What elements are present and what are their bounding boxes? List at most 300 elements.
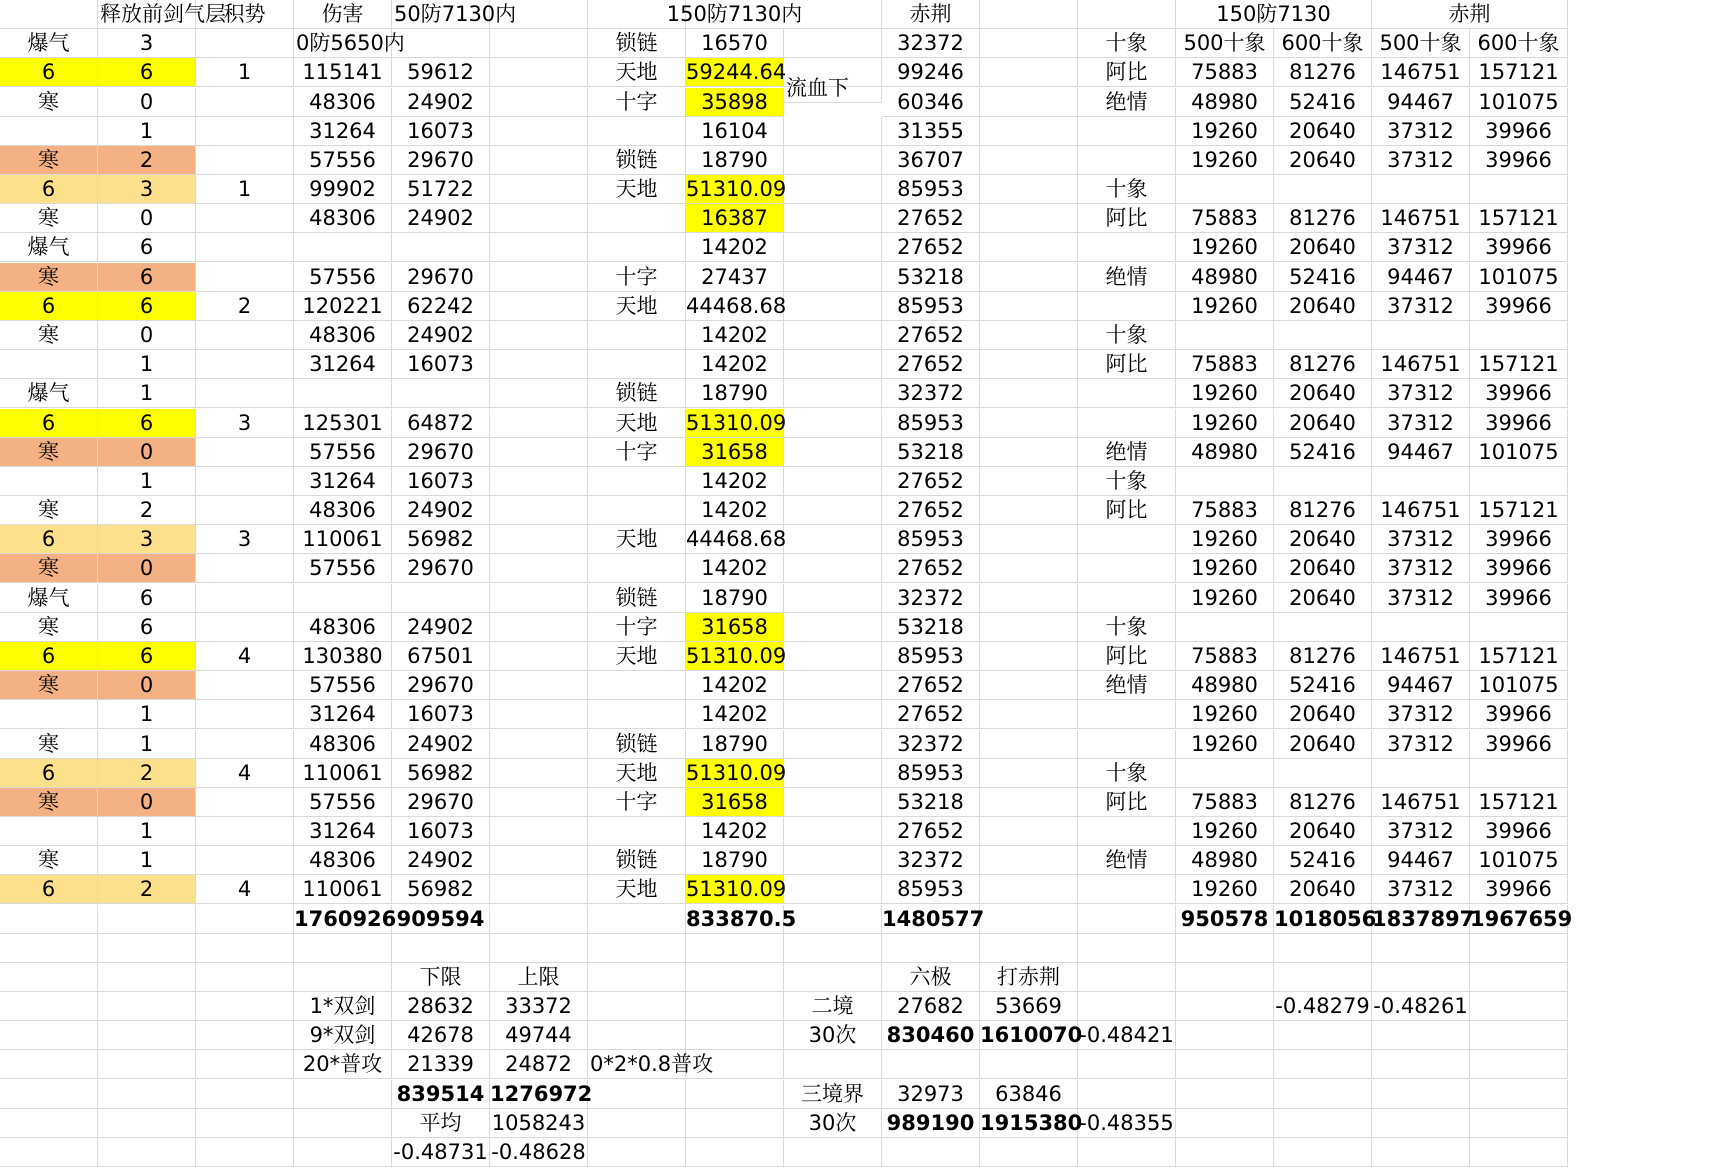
cell-r3-c12[interactable]: 阿比 — [1078, 58, 1176, 87]
cell-r4-c4[interactable]: 48306 — [294, 88, 392, 117]
cell-r22-c12[interactable]: 十象 — [1078, 613, 1176, 642]
cell-r4-c12[interactable]: 绝情 — [1078, 88, 1176, 117]
cell-r19-c5[interactable]: 56982 — [392, 525, 490, 554]
cell-r24-c10[interactable]: 27652 — [882, 671, 980, 700]
cell-r2-c16[interactable]: 600十象 — [1470, 29, 1568, 58]
cell-r21-c10[interactable]: 32372 — [882, 584, 980, 613]
cell-r10-c8[interactable]: 27437 — [686, 263, 784, 292]
cell-r21-c6[interactable] — [490, 584, 588, 613]
cell-r8-c10[interactable]: 27652 — [882, 204, 980, 233]
cell-r20-c15[interactable]: 37312 — [1372, 554, 1470, 583]
cell-r35-c8[interactable] — [686, 992, 784, 1021]
cell-r5-c9[interactable] — [784, 117, 882, 146]
cell-r7-c13[interactable] — [1176, 175, 1274, 204]
cell-r5-c5[interactable]: 16073 — [392, 117, 490, 146]
cell-r3-c4[interactable]: 115141 — [294, 58, 392, 87]
cell-r6-c15[interactable]: 37312 — [1372, 146, 1470, 175]
cell-r13-c8[interactable]: 14202 — [686, 350, 784, 379]
cell-r29-c2[interactable]: 1 — [98, 817, 196, 846]
cell-r35-c6[interactable]: 33372 — [490, 992, 588, 1021]
cell-r27-c8[interactable]: 51310.09 — [686, 759, 784, 788]
cell-r9-c11[interactable] — [980, 233, 1078, 262]
cell-r23-c3[interactable]: 4 — [196, 642, 294, 671]
cell-r14-c12[interactable] — [1078, 379, 1176, 408]
cell-r4-c1[interactable]: 寒 — [0, 88, 98, 117]
cell-r33-c12[interactable] — [1078, 934, 1176, 963]
cell-r2-c8[interactable]: 16570 — [686, 29, 784, 58]
cell-r13-c16[interactable]: 157121 — [1470, 350, 1568, 379]
cell-r25-c6[interactable] — [490, 700, 588, 729]
cell-r23-c14[interactable]: 81276 — [1274, 642, 1372, 671]
cell-r37-c2[interactable] — [98, 1050, 196, 1079]
cell-r6-c5[interactable]: 29670 — [392, 146, 490, 175]
cell-r32-c6[interactable] — [490, 905, 588, 934]
cell-r7-c4[interactable]: 99902 — [294, 175, 392, 204]
cell-r32-c16[interactable]: 1967659 — [1470, 905, 1568, 934]
cell-r4-c8[interactable]: 35898 — [686, 88, 784, 117]
cell-r4-c11[interactable] — [980, 88, 1078, 117]
cell-r27-c4[interactable]: 110061 — [294, 759, 392, 788]
cell-r35-c11[interactable]: 53669 — [980, 992, 1078, 1021]
cell-r22-c11[interactable] — [980, 613, 1078, 642]
cell-r4-c16[interactable]: 101075 — [1470, 88, 1568, 117]
cell-r26-c1[interactable]: 寒 — [0, 730, 98, 759]
cell-r12-c7[interactable] — [588, 321, 686, 350]
cell-r35-c3[interactable] — [196, 992, 294, 1021]
cell-r14-c8[interactable]: 18790 — [686, 379, 784, 408]
cell-r32-c14[interactable]: 1018056 — [1274, 905, 1372, 934]
cell-r8-c6[interactable] — [490, 204, 588, 233]
cell-r33-c3[interactable] — [196, 934, 294, 963]
cell-r39-c3[interactable] — [196, 1109, 294, 1138]
cell-r38-c1[interactable] — [0, 1080, 98, 1109]
cell-r8-c16[interactable]: 157121 — [1470, 204, 1568, 233]
cell-r23-c11[interactable] — [980, 642, 1078, 671]
cell-r8-c13[interactable]: 75883 — [1176, 204, 1274, 233]
cell-r40-c8[interactable] — [686, 1138, 784, 1167]
cell-r3-c3[interactable]: 1 — [196, 58, 294, 87]
cell-r8-c9[interactable] — [784, 204, 882, 233]
cell-r23-c4[interactable]: 130380 — [294, 642, 392, 671]
cell-r2-c5[interactable] — [392, 29, 490, 58]
cell-r25-c3[interactable] — [196, 700, 294, 729]
cell-r33-c9[interactable] — [784, 934, 882, 963]
cell-r20-c1[interactable]: 寒 — [0, 554, 98, 583]
cell-r26-c13[interactable]: 19260 — [1176, 730, 1274, 759]
cell-r32-c2[interactable] — [98, 905, 196, 934]
cell-r11-c6[interactable] — [490, 292, 588, 321]
cell-r17-c8[interactable]: 14202 — [686, 467, 784, 496]
cell-r35-c1[interactable] — [0, 992, 98, 1021]
cell-r32-c9[interactable] — [784, 905, 882, 934]
cell-r39-c12[interactable]: -0.48355 — [1078, 1109, 1176, 1138]
cell-r30-c16[interactable]: 101075 — [1470, 846, 1568, 875]
cell-r37-c3[interactable] — [196, 1050, 294, 1079]
cell-r7-c8[interactable]: 51310.09 — [686, 175, 784, 204]
cell-r1-c10[interactable]: 赤荆 — [882, 0, 980, 29]
cell-r34-c4[interactable] — [294, 963, 392, 992]
cell-r28-c4[interactable]: 57556 — [294, 788, 392, 817]
cell-r22-c2[interactable]: 6 — [98, 613, 196, 642]
cell-r1-c2[interactable]: 释放前剑气层 — [98, 0, 196, 29]
cell-r33-c2[interactable] — [98, 934, 196, 963]
cell-r21-c2[interactable]: 6 — [98, 584, 196, 613]
cell-r36-c10[interactable]: 830460 — [882, 1021, 980, 1050]
cell-r21-c15[interactable]: 37312 — [1372, 584, 1470, 613]
cell-r36-c2[interactable] — [98, 1021, 196, 1050]
cell-r13-c6[interactable] — [490, 350, 588, 379]
cell-r27-c5[interactable]: 56982 — [392, 759, 490, 788]
cell-r5-c3[interactable] — [196, 117, 294, 146]
cell-r15-c11[interactable] — [980, 409, 1078, 438]
cell-r18-c9[interactable] — [784, 496, 882, 525]
cell-r2-c10[interactable]: 32372 — [882, 29, 980, 58]
cell-r22-c4[interactable]: 48306 — [294, 613, 392, 642]
cell-r19-c16[interactable]: 39966 — [1470, 525, 1568, 554]
cell-r38-c12[interactable] — [1078, 1080, 1176, 1109]
cell-r30-c11[interactable] — [980, 846, 1078, 875]
cell-r23-c10[interactable]: 85953 — [882, 642, 980, 671]
cell-r27-c3[interactable]: 4 — [196, 759, 294, 788]
cell-r22-c1[interactable]: 寒 — [0, 613, 98, 642]
cell-r33-c6[interactable] — [490, 934, 588, 963]
cell-r13-c11[interactable] — [980, 350, 1078, 379]
cell-r28-c15[interactable]: 146751 — [1372, 788, 1470, 817]
cell-r30-c3[interactable] — [196, 846, 294, 875]
cell-r33-c1[interactable] — [0, 934, 98, 963]
cell-r38-c8[interactable] — [686, 1080, 784, 1109]
cell-r7-c15[interactable] — [1372, 175, 1470, 204]
cell-r39-c5[interactable]: 平均 — [392, 1109, 490, 1138]
cell-r21-c8[interactable]: 18790 — [686, 584, 784, 613]
cell-r24-c1[interactable]: 寒 — [0, 671, 98, 700]
cell-r20-c3[interactable] — [196, 554, 294, 583]
cell-r9-c8[interactable]: 14202 — [686, 233, 784, 262]
cell-r34-c5[interactable]: 下限 — [392, 963, 490, 992]
cell-r14-c7[interactable]: 锁链 — [588, 379, 686, 408]
cell-r34-c15[interactable] — [1372, 963, 1470, 992]
cell-r37-c9[interactable] — [784, 1050, 882, 1079]
cell-r22-c5[interactable]: 24902 — [392, 613, 490, 642]
cell-r32-c10[interactable]: 1480577 — [882, 905, 980, 934]
cell-r29-c12[interactable] — [1078, 817, 1176, 846]
cell-r6-c1[interactable]: 寒 — [0, 146, 98, 175]
cell-r17-c1[interactable] — [0, 467, 98, 496]
cell-r8-c15[interactable]: 146751 — [1372, 204, 1470, 233]
cell-r31-c3[interactable]: 4 — [196, 875, 294, 904]
cell-r39-c4[interactable] — [294, 1109, 392, 1138]
cell-r16-c3[interactable] — [196, 438, 294, 467]
cell-r5-c14[interactable]: 20640 — [1274, 117, 1372, 146]
cell-r20-c8[interactable]: 14202 — [686, 554, 784, 583]
cell-r11-c11[interactable] — [980, 292, 1078, 321]
cell-r26-c5[interactable]: 24902 — [392, 730, 490, 759]
cell-r40-c9[interactable] — [784, 1138, 882, 1167]
cell-r38-c13[interactable] — [1176, 1080, 1274, 1109]
cell-r13-c12[interactable]: 阿比 — [1078, 350, 1176, 379]
cell-r31-c5[interactable]: 56982 — [392, 875, 490, 904]
cell-r27-c1[interactable]: 6 — [0, 759, 98, 788]
cell-r14-c13[interactable]: 19260 — [1176, 379, 1274, 408]
cell-r35-c4[interactable]: 1*双剑 — [294, 992, 392, 1021]
cell-r1-c1[interactable] — [0, 0, 98, 29]
cell-r29-c9[interactable] — [784, 817, 882, 846]
cell-r38-c3[interactable] — [196, 1080, 294, 1109]
cell-r25-c13[interactable]: 19260 — [1176, 700, 1274, 729]
cell-r24-c15[interactable]: 94467 — [1372, 671, 1470, 700]
cell-r9-c13[interactable]: 19260 — [1176, 233, 1274, 262]
cell-r10-c7[interactable]: 十字 — [588, 263, 686, 292]
cell-r39-c6[interactable]: 1058243 — [490, 1109, 588, 1138]
cell-r21-c5[interactable] — [392, 584, 490, 613]
cell-r23-c2[interactable]: 6 — [98, 642, 196, 671]
cell-r17-c6[interactable] — [490, 467, 588, 496]
cell-r21-c11[interactable] — [980, 584, 1078, 613]
cell-r29-c10[interactable]: 27652 — [882, 817, 980, 846]
cell-r25-c16[interactable]: 39966 — [1470, 700, 1568, 729]
cell-r30-c14[interactable]: 52416 — [1274, 846, 1372, 875]
cell-r8-c1[interactable]: 寒 — [0, 204, 98, 233]
cell-r3-c2[interactable]: 6 — [98, 58, 196, 87]
cell-r28-c1[interactable]: 寒 — [0, 788, 98, 817]
cell-r26-c7[interactable]: 锁链 — [588, 730, 686, 759]
cell-r30-c4[interactable]: 48306 — [294, 846, 392, 875]
cell-r37-c16[interactable] — [1470, 1050, 1568, 1079]
cell-r11-c5[interactable]: 62242 — [392, 292, 490, 321]
cell-r33-c11[interactable] — [980, 934, 1078, 963]
cell-r5-c2[interactable]: 1 — [98, 117, 196, 146]
cell-r34-c8[interactable] — [686, 963, 784, 992]
cell-r11-c12[interactable] — [1078, 292, 1176, 321]
cell-r10-c12[interactable]: 绝情 — [1078, 263, 1176, 292]
cell-r26-c15[interactable]: 37312 — [1372, 730, 1470, 759]
cell-r33-c5[interactable] — [392, 934, 490, 963]
cell-r25-c8[interactable]: 14202 — [686, 700, 784, 729]
cell-r31-c15[interactable]: 37312 — [1372, 875, 1470, 904]
cell-r14-c11[interactable] — [980, 379, 1078, 408]
cell-r32-c4[interactable]: 1760926 — [294, 905, 392, 934]
cell-r6-c14[interactable]: 20640 — [1274, 146, 1372, 175]
cell-r18-c14[interactable]: 81276 — [1274, 496, 1372, 525]
cell-r16-c10[interactable]: 53218 — [882, 438, 980, 467]
cell-r14-c10[interactable]: 32372 — [882, 379, 980, 408]
cell-r17-c12[interactable]: 十象 — [1078, 467, 1176, 496]
cell-r36-c1[interactable] — [0, 1021, 98, 1050]
cell-r22-c15[interactable] — [1372, 613, 1470, 642]
cell-r38-c7[interactable] — [588, 1080, 686, 1109]
cell-r38-c15[interactable] — [1372, 1080, 1470, 1109]
cell-r2-c6[interactable] — [490, 29, 588, 58]
cell-r1-c12[interactable] — [1078, 0, 1176, 29]
cell-r16-c2[interactable]: 0 — [98, 438, 196, 467]
cell-r32-c12[interactable] — [1078, 905, 1176, 934]
cell-r15-c4[interactable]: 125301 — [294, 409, 392, 438]
cell-r30-c9[interactable] — [784, 846, 882, 875]
cell-r7-c11[interactable] — [980, 175, 1078, 204]
cell-r3-c11[interactable] — [980, 58, 1078, 87]
cell-r27-c16[interactable] — [1470, 759, 1568, 788]
cell-r24-c3[interactable] — [196, 671, 294, 700]
cell-r31-c16[interactable]: 39966 — [1470, 875, 1568, 904]
cell-r25-c1[interactable] — [0, 700, 98, 729]
cell-r32-c1[interactable] — [0, 905, 98, 934]
cell-r10-c4[interactable]: 57556 — [294, 263, 392, 292]
cell-r34-c1[interactable] — [0, 963, 98, 992]
cell-r6-c12[interactable] — [1078, 146, 1176, 175]
cell-r23-c16[interactable]: 157121 — [1470, 642, 1568, 671]
cell-r36-c15[interactable] — [1372, 1021, 1470, 1050]
cell-r39-c13[interactable] — [1176, 1109, 1274, 1138]
cell-r12-c15[interactable] — [1372, 321, 1470, 350]
cell-r2-c11[interactable] — [980, 29, 1078, 58]
cell-r12-c16[interactable] — [1470, 321, 1568, 350]
cell-r1-c8[interactable]: 150防7130内 — [588, 0, 882, 29]
cell-r26-c12[interactable] — [1078, 730, 1176, 759]
cell-r15-c6[interactable] — [490, 409, 588, 438]
cell-r28-c6[interactable] — [490, 788, 588, 817]
cell-r13-c7[interactable] — [588, 350, 686, 379]
cell-r20-c11[interactable] — [980, 554, 1078, 583]
cell-r22-c7[interactable]: 十字 — [588, 613, 686, 642]
cell-r2-c14[interactable]: 600十象 — [1274, 29, 1372, 58]
cell-r15-c15[interactable]: 37312 — [1372, 409, 1470, 438]
cell-r5-c1[interactable] — [0, 117, 98, 146]
cell-r6-c7[interactable]: 锁链 — [588, 146, 686, 175]
cell-r6-c11[interactable] — [980, 146, 1078, 175]
cell-r26-c11[interactable] — [980, 730, 1078, 759]
cell-r2-c7[interactable]: 锁链 — [588, 29, 686, 58]
cell-r9-c14[interactable]: 20640 — [1274, 233, 1372, 262]
cell-r30-c7[interactable]: 锁链 — [588, 846, 686, 875]
cell-r39-c8[interactable] — [686, 1109, 784, 1138]
cell-r32-c11[interactable] — [980, 905, 1078, 934]
cell-r10-c16[interactable]: 101075 — [1470, 263, 1568, 292]
cell-r18-c8[interactable]: 14202 — [686, 496, 784, 525]
cell-r22-c14[interactable] — [1274, 613, 1372, 642]
cell-r2-c9[interactable] — [784, 29, 882, 58]
cell-r6-c4[interactable]: 57556 — [294, 146, 392, 175]
cell-r5-c8[interactable]: 16104 — [686, 117, 784, 146]
cell-r35-c2[interactable] — [98, 992, 196, 1021]
cell-r1-c5[interactable]: 50防7130内 — [392, 0, 490, 29]
cell-r29-c6[interactable] — [490, 817, 588, 846]
cell-r2-c13[interactable]: 500十象 — [1176, 29, 1274, 58]
cell-r36-c6[interactable]: 49744 — [490, 1021, 588, 1050]
cell-r28-c14[interactable]: 81276 — [1274, 788, 1372, 817]
cell-r36-c4[interactable]: 9*双剑 — [294, 1021, 392, 1050]
cell-r15-c14[interactable]: 20640 — [1274, 409, 1372, 438]
cell-r11-c16[interactable]: 39966 — [1470, 292, 1568, 321]
cell-r9-c4[interactable] — [294, 233, 392, 262]
cell-r14-c2[interactable]: 1 — [98, 379, 196, 408]
cell-r19-c13[interactable]: 19260 — [1176, 525, 1274, 554]
cell-r11-c1[interactable]: 6 — [0, 292, 98, 321]
cell-r17-c7[interactable] — [588, 467, 686, 496]
cell-r20-c7[interactable] — [588, 554, 686, 583]
cell-r25-c11[interactable] — [980, 700, 1078, 729]
cell-r7-c16[interactable] — [1470, 175, 1568, 204]
cell-r30-c13[interactable]: 48980 — [1176, 846, 1274, 875]
cell-r4-c6[interactable] — [490, 88, 588, 117]
cell-r34-c9[interactable] — [784, 963, 882, 992]
cell-r7-c9[interactable] — [784, 175, 882, 204]
cell-r16-c5[interactable]: 29670 — [392, 438, 490, 467]
cell-r21-c16[interactable]: 39966 — [1470, 584, 1568, 613]
cell-r18-c12[interactable]: 阿比 — [1078, 496, 1176, 525]
cell-r31-c6[interactable] — [490, 875, 588, 904]
cell-r34-c7[interactable] — [588, 963, 686, 992]
cell-r37-c11[interactable] — [980, 1050, 1078, 1079]
cell-r14-c15[interactable]: 37312 — [1372, 379, 1470, 408]
cell-r37-c14[interactable] — [1274, 1050, 1372, 1079]
cell-r16-c4[interactable]: 57556 — [294, 438, 392, 467]
cell-r19-c2[interactable]: 3 — [98, 525, 196, 554]
cell-r7-c1[interactable]: 6 — [0, 175, 98, 204]
cell-r22-c13[interactable] — [1176, 613, 1274, 642]
cell-r12-c13[interactable] — [1176, 321, 1274, 350]
cell-r36-c12[interactable]: -0.48421 — [1078, 1021, 1176, 1050]
cell-r2-c3[interactable] — [196, 29, 294, 58]
cell-r40-c16[interactable] — [1470, 1138, 1568, 1167]
cell-r31-c7[interactable]: 天地 — [588, 875, 686, 904]
cell-r28-c8[interactable]: 31658 — [686, 788, 784, 817]
cell-r3-c8[interactable]: 59244.64 — [686, 58, 784, 87]
cell-r3-c7[interactable]: 天地 — [588, 58, 686, 87]
cell-r21-c3[interactable] — [196, 584, 294, 613]
cell-r16-c14[interactable]: 52416 — [1274, 438, 1372, 467]
cell-r29-c3[interactable] — [196, 817, 294, 846]
cell-r4-c2[interactable]: 0 — [98, 88, 196, 117]
cell-r24-c7[interactable] — [588, 671, 686, 700]
cell-r11-c14[interactable]: 20640 — [1274, 292, 1372, 321]
cell-r26-c4[interactable]: 48306 — [294, 730, 392, 759]
cell-r13-c1[interactable] — [0, 350, 98, 379]
cell-r19-c8[interactable]: 44468.68 — [686, 525, 784, 554]
cell-r23-c12[interactable]: 阿比 — [1078, 642, 1176, 671]
cell-r20-c5[interactable]: 29670 — [392, 554, 490, 583]
cell-r33-c13[interactable] — [1176, 934, 1274, 963]
cell-r26-c9[interactable] — [784, 730, 882, 759]
cell-r11-c7[interactable]: 天地 — [588, 292, 686, 321]
cell-r5-c7[interactable] — [588, 117, 686, 146]
cell-r23-c6[interactable] — [490, 642, 588, 671]
cell-r3-c14[interactable]: 81276 — [1274, 58, 1372, 87]
cell-r36-c5[interactable]: 42678 — [392, 1021, 490, 1050]
cell-r20-c6[interactable] — [490, 554, 588, 583]
cell-r18-c13[interactable]: 75883 — [1176, 496, 1274, 525]
cell-r19-c14[interactable]: 20640 — [1274, 525, 1372, 554]
cell-r4-c7[interactable]: 十字 — [588, 88, 686, 117]
cell-r10-c5[interactable]: 29670 — [392, 263, 490, 292]
cell-r11-c13[interactable]: 19260 — [1176, 292, 1274, 321]
cell-r32-c7[interactable] — [588, 905, 686, 934]
cell-r37-c13[interactable] — [1176, 1050, 1274, 1079]
cell-r13-c2[interactable]: 1 — [98, 350, 196, 379]
cell-r40-c11[interactable] — [980, 1138, 1078, 1167]
cell-r3-c10[interactable]: 99246 — [882, 58, 980, 87]
cell-r18-c2[interactable]: 2 — [98, 496, 196, 525]
cell-r39-c7[interactable] — [588, 1109, 686, 1138]
cell-r14-c14[interactable]: 20640 — [1274, 379, 1372, 408]
cell-r6-c8[interactable]: 18790 — [686, 146, 784, 175]
cell-r40-c7[interactable] — [588, 1138, 686, 1167]
cell-r40-c15[interactable] — [1372, 1138, 1470, 1167]
cell-r17-c9[interactable] — [784, 467, 882, 496]
cell-r24-c2[interactable]: 0 — [98, 671, 196, 700]
cell-r2-c1[interactable]: 爆气 — [0, 29, 98, 58]
cell-r16-c16[interactable]: 101075 — [1470, 438, 1568, 467]
cell-r23-c15[interactable]: 146751 — [1372, 642, 1470, 671]
